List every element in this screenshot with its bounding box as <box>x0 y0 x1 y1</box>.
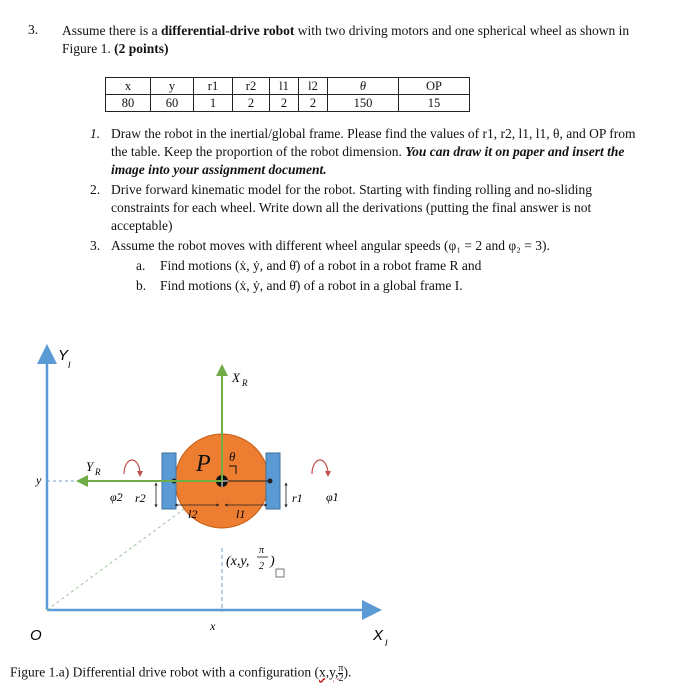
task-item-3-text: Assume the robot moves with different wheel angular speeds (φ₁ = 2 and φ₂ = 3). <box>111 238 550 253</box>
caption-den: 2 <box>338 673 344 684</box>
x-tick-label: x <box>210 619 216 633</box>
parameter-table <box>105 77 470 112</box>
left-wheel-rotation-icon <box>124 460 140 474</box>
task-item-2 <box>90 181 650 237</box>
config-label: (x,y, <box>226 554 250 569</box>
header-x: x <box>106 78 151 95</box>
xr-subscript: R <box>242 378 248 388</box>
robot-figure <box>0 330 684 660</box>
x-axis-subscript: I <box>385 638 388 648</box>
value-r1: 1 <box>194 95 233 112</box>
config-close: ) <box>270 554 275 569</box>
y-axis-subscript: I <box>68 360 71 370</box>
question-number: 3. <box>28 22 39 37</box>
point-p-label: P <box>196 451 211 477</box>
header-op: OP <box>399 78 470 95</box>
task-item-3b-text: Find motions (ẋ, ẏ, and θ̇) of a robot in a global frame I. <box>160 278 463 293</box>
y-tick-label: y <box>36 473 42 487</box>
header-r2: r2 <box>233 78 270 95</box>
task-item-3b-label: b. <box>136 278 147 293</box>
header-l1: l1 <box>270 78 299 95</box>
l2-label: l2 <box>188 507 198 521</box>
value-l2: 2 <box>299 95 328 112</box>
question-text-after: with two driving motors and one spherical wheel as shown in Figure 1. <box>62 23 630 56</box>
l1-label: l1 <box>236 507 246 521</box>
right-wheel-hub <box>268 479 273 484</box>
question-points: (2 points) <box>114 41 169 56</box>
task-item-1-emphasis: You can draw it on paper and insert the image into your assignment document. <box>111 144 625 177</box>
value-theta: 150 <box>328 95 399 112</box>
phi1-label: φ̇1 <box>326 490 339 504</box>
y-axis-label: Y <box>58 347 69 364</box>
task-item-3a-text: Find motions (ẋ, ẏ, and θ̇) of a robot in a robot frame R and <box>160 258 482 273</box>
caption-suffix: ). <box>343 664 352 680</box>
r2-label: r2 <box>135 491 146 505</box>
header-r1: r1 <box>194 78 233 95</box>
config-placeholder-box <box>276 569 284 577</box>
header-theta: θ <box>328 78 399 95</box>
theta-label: θ <box>229 449 236 464</box>
x-axis-label: X <box>373 627 384 644</box>
question-text <box>62 22 662 58</box>
r1-label: r1 <box>292 491 303 505</box>
yr-subscript: R <box>95 467 101 477</box>
config-pi: π <box>259 545 265 556</box>
task-item-1-number: 1. <box>90 126 101 141</box>
config-den: 2 <box>259 561 264 572</box>
caption-vars: x,y, <box>319 664 339 680</box>
question-text-before: Assume there is a <box>62 23 161 38</box>
task-item-3-number: 3. <box>90 238 101 253</box>
parameter-header-row <box>106 78 470 95</box>
header-l2: l2 <box>299 78 328 95</box>
phi2-label: φ̇2 <box>110 490 123 504</box>
task-item-2-text: Drive forward kinematic model for the robot. Starting with finding rolling and no-sliding constraints for each wheel. Write down all the derivations (putting the final answer is not acceptable) <box>111 182 593 233</box>
value-y: 60 <box>151 95 194 112</box>
caption-prefix: Figure 1.a) Differential drive robot with a configuration ( <box>10 664 320 680</box>
value-op: 15 <box>399 95 470 112</box>
question-text-bold: differential-drive robot <box>160 23 295 38</box>
value-r2: 2 <box>233 95 270 112</box>
yr-label: Y <box>86 459 94 474</box>
origin-label: O <box>30 627 42 644</box>
task-item-1 <box>90 125 650 181</box>
task-item-3 <box>90 237 650 257</box>
task-item-1-text: Draw the robot in the inertial/global frame. Please find the values of r1, r2, l1, l1, θ, and OP from the table. Keep the proportion of the robot dimension. <box>111 126 636 159</box>
task-item-3a-label: a. <box>136 258 146 273</box>
header-y: y <box>151 78 194 95</box>
value-l1: 2 <box>270 95 299 112</box>
right-wheel-rotation-icon <box>312 460 328 474</box>
figure-caption <box>10 664 351 683</box>
parameter-value-row <box>106 95 470 112</box>
caption-pi: π <box>338 663 344 674</box>
task-item-2-number: 2. <box>90 182 101 197</box>
xr-label: X <box>232 370 240 385</box>
value-x: 80 <box>106 95 151 112</box>
